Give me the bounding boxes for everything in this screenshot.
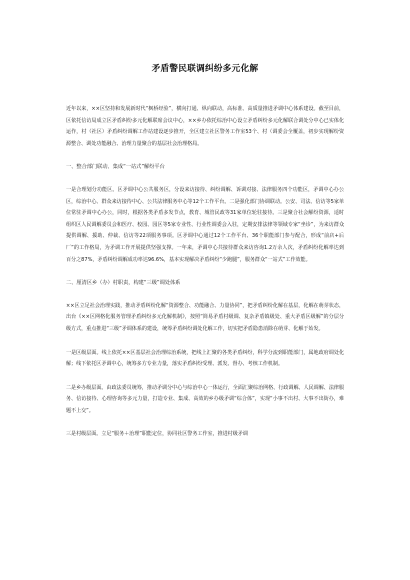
section-1-paragraph-1: 一是合理划分功能区。区矛调中心公共服务区，分设来访接待、纠纷调解、诉调对接、法律服务四个功能区，矛调中心办公区，综治中心、群众来访接待中心、公共法律服务中心等12个工作平台。二是强化部门协调联动。公安、司法、信访等5家单位常驻矛调中心办公，同时，根据各类矛盾多发节点，教育、城管民政等31家单位轮驻接待。三是聚合社会解纷资源，适时组织区人民调解委员会和医疗、校园、园区等5家专业性、行业性调委会入驻，定期安排法律等领域专家“坐诊”，为来访群众提供调解、援助、仲裁、信访等22项服务事项。区矛调中心通过12个工作平台、36个职能部门参与配合，形成“前店+后厂”的工作格局，为矛调工作开展提供坚强支撑。一年来，矛调中心共接待群众来访咨询1.2万余人次，矛盾纠纷化解率达到百分之87%，矛盾纠纷调解成功率达96.6%，基本实现解决矛盾纠纷“少跑腿”，服务群众“一站式”工作效能。 <box>66 186 344 263</box>
document-title: 矛盾警民联调纠纷多元化解 <box>151 64 259 74</box>
intro-paragraph: 近年以来，××区坚持和发展新时代“枫桥经验”，横向打通、纵向联动，高标准、高质量推进矛调中心体系建设。截至目前，区依托信访局成立区矛盾纠纷多元化解联席会议中心，××乡办依托综治中心设立矛盾纠纷多元化解联合调处分中心已实体化运作，村（社区）矛盾纠纷调解工作站建设逐步推开，全区建立社区警务工作室53个、村（调委会全覆盖，初步实现解纷资源整合、调处功能融合、治理力量聚合的基层社会治理格局。 <box>66 106 344 147</box>
section-2-paragraph-3: 二是乡办级层面。由政法委员统筹，推动矛调分中心与综治中心一体运行，全面汇聚综治网格、行政调解、人民调解、法律服务、信访接待、心理咨询等多元力量，打造专业、集成、高效的乡办级矛调“综合体”，实现“小事不出村、大事不出街办，难题不上交”。 <box>66 384 344 414</box>
section-2-paragraph-2: 一是区级层面。线上依托××区基层社会治理综治系统，把线上汇聚的各类矛盾纠纷，科学分流到职能部门，属地政府调处化解；线下依托区矛调中心，统筹多方专业力量，落实矛盾纠纷受理、派发、督办、考核工作机制。 <box>66 349 344 368</box>
section-2-heading: 二、厘清区乡（办）村职责，构建“三级”调处体系 <box>66 280 181 287</box>
section-2-paragraph-1: ××区立足社会治理实践，推动矛盾纠纷化解“资源整合、功能融合、力量协同”，把矛盾纠纷化解在基层，化解在萌芽状态，出台《××区网格化服务管理矛盾纠纷多元化解机制》，按照“简易矛盾村级调、复杂矛盾镇级处、重大矛盾区级解”的分层分级方式，重点推进“三级”矛调体系的建设，统筹矛盾纠纷调处化解工作，切实把矛盾隐患消除在萌芽、化解于始发。 <box>66 302 344 332</box>
section-2-paragraph-4: 三是村级层面。立足“服务＋治理”职能定位，协同社区警务工作室，推进村级矛调 <box>66 431 248 438</box>
section-1-heading: 一、整合部门联动、集成“一站式”解纷平台 <box>66 164 165 171</box>
